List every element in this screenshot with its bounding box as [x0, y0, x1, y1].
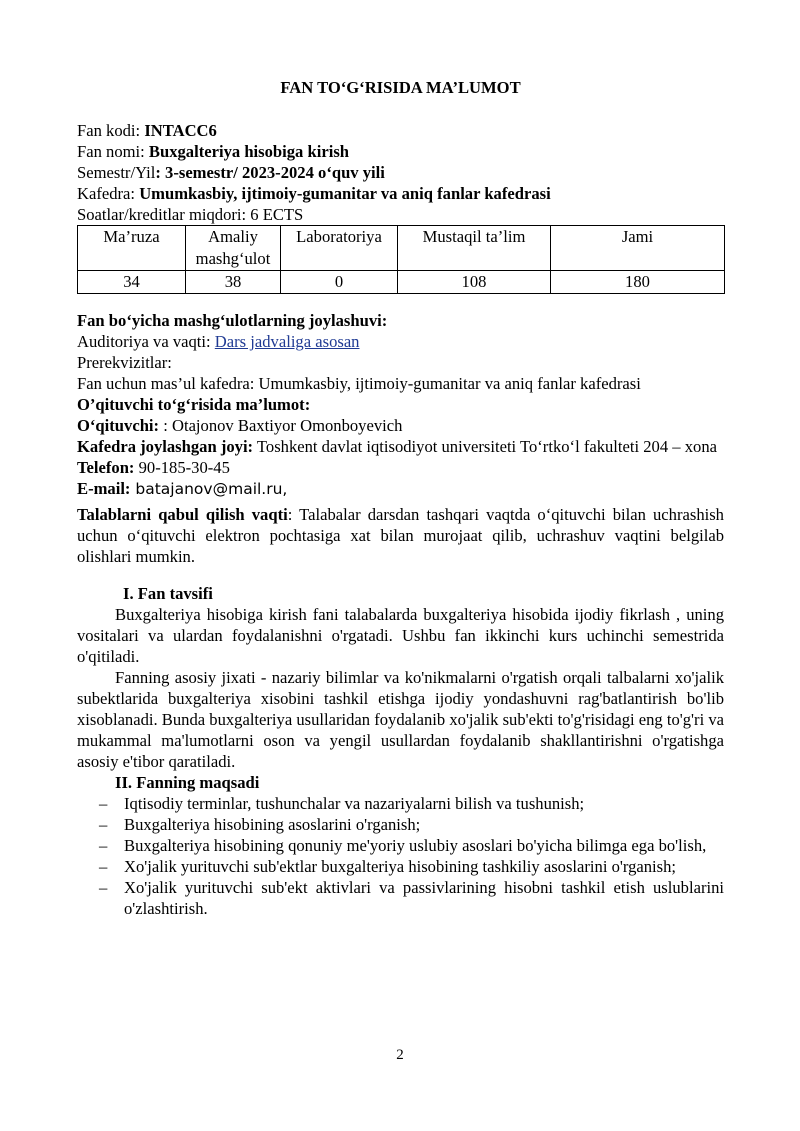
page-content [77, 77, 724, 919]
dash-bullet: – [99, 857, 108, 876]
page-number: 2 [396, 1047, 404, 1063]
hours-header-lab: Laboratoriya [281, 226, 398, 271]
hours-value-total: 180 [551, 271, 725, 294]
hours-value-lab: 0 [281, 271, 398, 294]
phone-value: 90-185-30-45 [134, 458, 230, 477]
reception-time-paragraph [77, 504, 724, 567]
section-2-heading: II. Fanning maqsadi [115, 773, 260, 792]
section-1-paragraph-2: Fanning asosiy jixati - nazariy bilimlar va ko'nikmalarni o'rgatish orqali talbalarni xo'jalik subektlarida buxgalteriya xisobini tashkil etishga ijodiy yondashuvni rag'batlantirish bo'lib xisoblanadi. Bunda buxgalteriya usullaridan foydalanib xo'jalik sub'ekti to'g'risidagi eng to'g'ri va mukammal ma'lumotlarni oson va yengil usullardan foydalanib shakllantirishni o'rgatishga asosiy e'tibor qaratiladi. [77, 668, 724, 771]
semester-line [77, 162, 724, 183]
department-value: Umumkasbiy, ijtimoiy-gumanitar va aniq fanlar kafedrasi [139, 184, 551, 203]
course-code-label: Fan kodi: [77, 121, 145, 140]
department-label: Kafedra: [77, 184, 140, 203]
email-line [77, 478, 724, 500]
goal-text: Xo'jalik yurituvchi sub'ektlar buxgalteriya hisobining tashkiliy asoslarini o'rganish; [124, 857, 677, 876]
hours-header-practical: Amaliy mashg‘ulot [186, 226, 281, 271]
location-value: Toshkent davlat iqtisodiyot universiteti To‘rtko‘l fakulteti 204 – xona [253, 437, 718, 456]
section-1-heading: I. Fan tavsifi [123, 584, 213, 603]
course-code-line [77, 120, 724, 141]
prerequisites-line: Prerekvizitlar: [77, 353, 172, 372]
hours-table-header-row [78, 226, 725, 271]
list-item [77, 877, 724, 919]
course-name-label: Fan nomi: [77, 142, 149, 161]
location-label: Kafedra joylashgan joyi: [77, 437, 254, 456]
placement-heading [77, 310, 724, 331]
auditorium-line [77, 331, 724, 352]
responsible-department-line: Fan uchun mas’ul kafedra: Umumkasbiy, ijtimoiy-gumanitar va aniq fanlar kafedrasi [77, 374, 641, 393]
hours-value-self-study: 108 [398, 271, 551, 294]
course-code-value: INTACC6 [144, 121, 217, 140]
dash-bullet: – [99, 815, 108, 834]
reception-value: : Talabalar darsdan tashqari vaqtda o‘qituvchi bilan uchrashish uchun o‘qituvchi elektron pochtasiga xat bilan murojaat qilib, uchrashuv vaqtini belgilab olishlari mumkin. [77, 505, 724, 566]
goal-text: Iqtisodiy terminlar, tushunchalar va nazariyalarni bilish va tushunish; [124, 794, 585, 813]
dash-bullet: – [99, 836, 108, 855]
hours-value-lecture: 34 [78, 271, 186, 294]
teacher-name-value: : Otajonov Baxtiyor Omonboyevich [159, 416, 403, 435]
reception-label: Talablarni qabul qilish vaqti [77, 505, 288, 524]
goal-text: Buxgalteriya hisobining qonuniy me'yoriy uslubiy asoslari bo'yicha bilimga ega bo'lish, [124, 836, 707, 855]
section-1-paragraph-1: Buxgalteriya hisobiga kirish fani talabalarda buxgalteriya hisobida ijodiy fikrlash , uning vositalari va ulardan foydalanishni o'rgatadi. Ushbu fan ikkinchi kurs uchinchi semestrida o'qitiladi. [77, 605, 724, 666]
list-item [77, 835, 724, 856]
teacher-name-label: O‘qituvchi: [77, 416, 160, 435]
hours-header-self-study: Mustaqil ta’lim [398, 226, 551, 271]
course-name-value: Buxgalteriya hisobiga kirish [148, 142, 350, 161]
teacher-heading [77, 394, 724, 415]
goal-text: Buxgalteriya hisobining asoslarini o'rganish; [124, 815, 421, 834]
hours-header-lecture: Ma’ruza [78, 226, 186, 271]
schedule-link[interactable]: Dars jadvaliga asosan [214, 332, 360, 351]
email-label: E-mail: [77, 479, 131, 498]
department-line [77, 183, 724, 204]
list-item [77, 856, 724, 877]
email-value[interactable]: batajanov@mail.ru, [130, 480, 288, 498]
dash-bullet: – [99, 794, 108, 813]
phone-label: Telefon: [77, 458, 135, 477]
hours-table [77, 225, 725, 294]
auditorium-label: Auditoriya va vaqti: [77, 332, 215, 351]
goal-text: Xo'jalik yurituvchi sub'ekt aktivlari va passivlarining hisobni tashkil etish uslublarini o'zlashtirish. [124, 878, 724, 918]
credits-line: Soatlar/kreditlar miqdori: 6 ECTS [77, 205, 304, 224]
goals-list [77, 793, 724, 919]
department-location-line [77, 436, 724, 457]
semester-label: Semestr/Yil [77, 163, 156, 182]
list-item [77, 814, 724, 835]
list-item [77, 793, 724, 814]
teacher-name-line [77, 415, 724, 436]
course-name-line [77, 141, 724, 162]
semester-value: : 3-semestr/ 2023-2024 o‘quv yili [155, 163, 385, 182]
document-title: FAN TO‘G‘RISIDA MA’LUMOT [280, 78, 521, 97]
hours-header-total: Jami [551, 226, 725, 271]
placement-heading-text: Fan bo‘yicha mashg‘ulotlarning joylashuvi: [77, 311, 388, 330]
teacher-heading-text: O’qituvchi to‘g‘risida ma’lumot: [77, 395, 311, 414]
hours-value-practical: 38 [186, 271, 281, 294]
hours-table-value-row [78, 271, 725, 294]
phone-line [77, 457, 724, 478]
dash-bullet: – [99, 878, 108, 897]
